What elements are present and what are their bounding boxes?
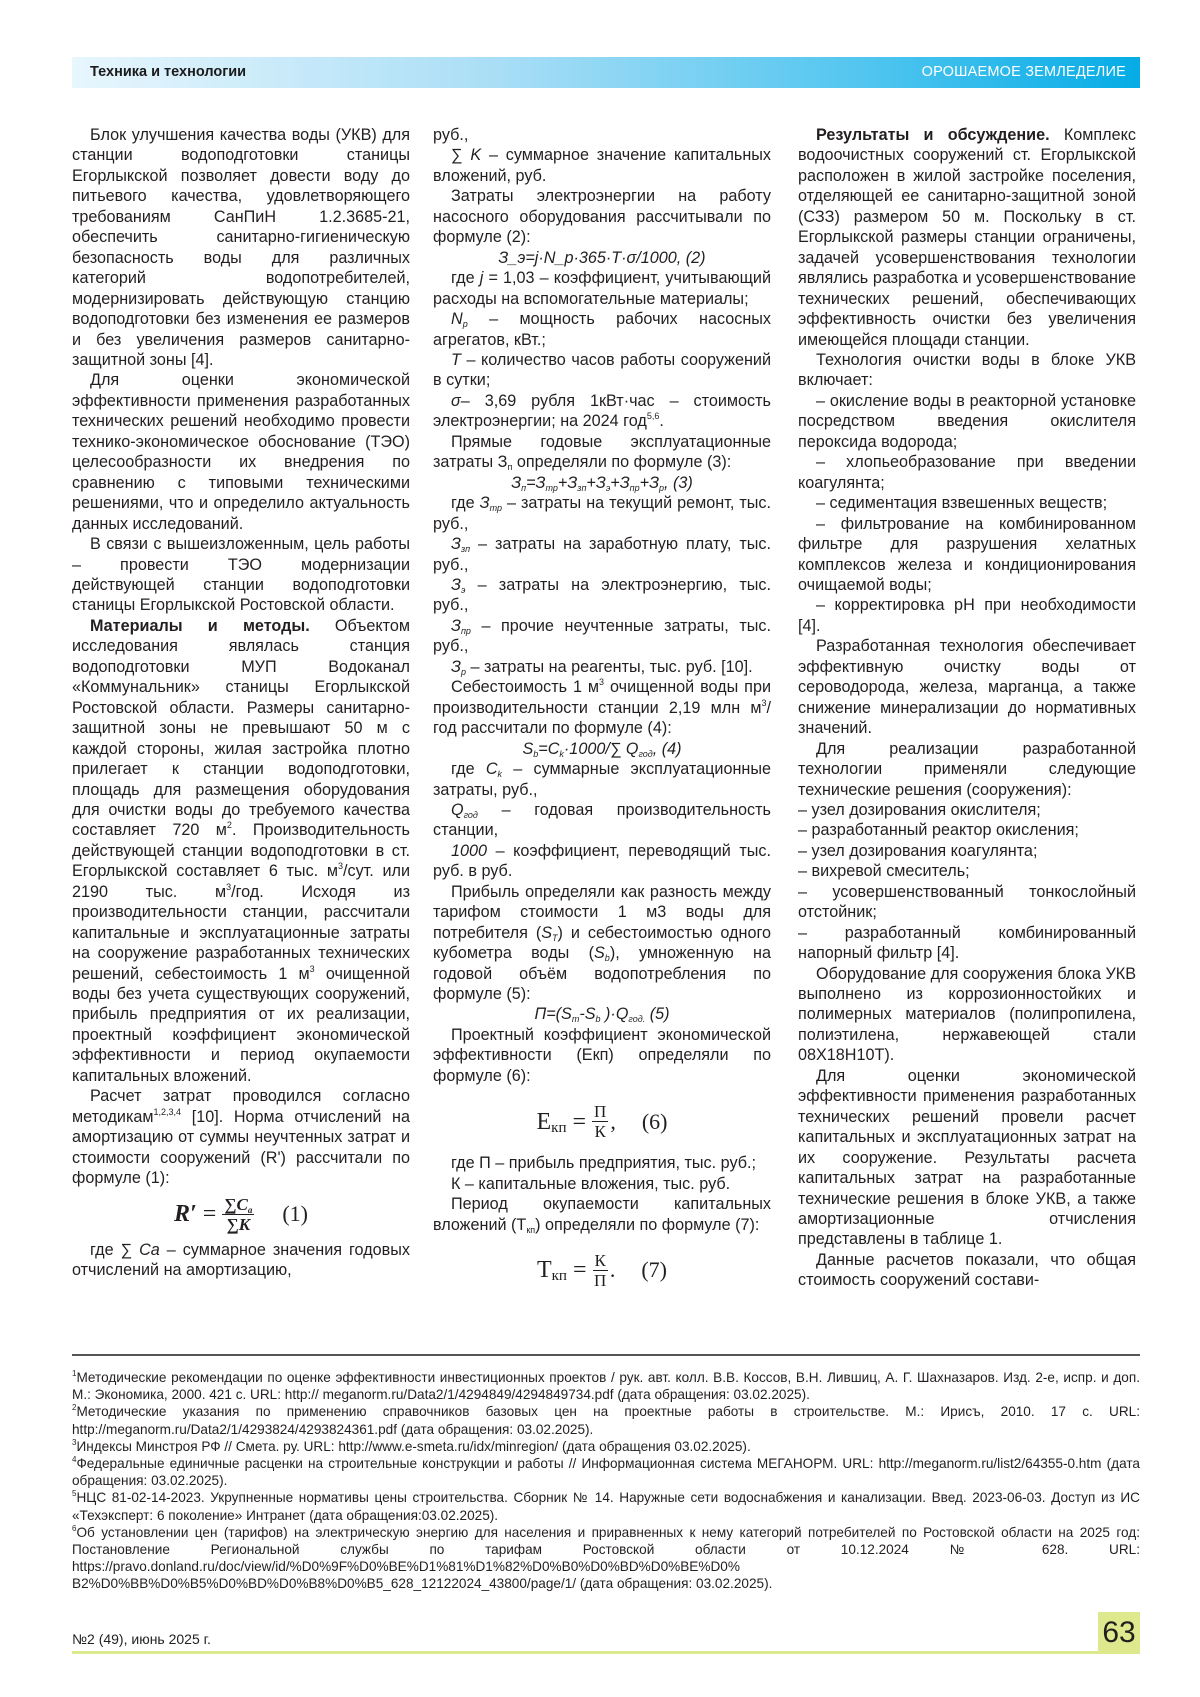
subscript: кп	[551, 1268, 567, 1285]
text-run: . Производительность действующей станции водоподготовки в ст. Егорлыкской составляет 6 тыс. м	[72, 821, 410, 881]
formula-punctuation: .	[609, 1257, 616, 1283]
text-run: Данные расчетов показали, что общая стоимость сооружений состави-	[798, 1250, 1136, 1290]
fraction	[222, 1195, 254, 1234]
footnote	[72, 1369, 1140, 1403]
paragraph	[433, 268, 771, 309]
text-run: – количество часов работы сооружений в сутки;	[433, 350, 771, 390]
paragraph	[433, 350, 771, 391]
text-run: Технология очистки воды в блоке УКВ включает:	[798, 350, 1136, 390]
footnote-divider	[72, 1354, 1140, 1356]
paragraph	[798, 514, 1136, 596]
footnote-text: НЦС 81-02-14-2023. Укрупненные нормативы цены строительства. Сборник № 14. Наружные сети водоснабжения и канализации. Введ. 2023-06-03. Доступ из ИС «Техэксперт: 6 поколение» Интранет (дата обращения:03.02.2025).	[72, 1490, 1140, 1523]
issue-info: №2 (49), июнь 2025 г.	[72, 1631, 211, 1647]
text-run: ), умноженную на годовой объём водопотребления по формуле (5):	[433, 944, 772, 1004]
text-run: очищенной воды без учета существующих сооружений, прибыль предприятия от их реализации, проектный коэффициент экономической эффективности и период окупаемости капитальных вложений.	[72, 964, 410, 1085]
superscript: 2	[226, 820, 232, 831]
text-run: =C	[538, 739, 560, 758]
page-number: 63	[1098, 1612, 1140, 1654]
text-run: К	[594, 1251, 606, 1271]
paragraph	[433, 493, 771, 534]
paragraph	[433, 657, 771, 677]
text-run: – годовая производительность станции,	[433, 800, 771, 840]
paragraph	[798, 452, 1136, 493]
subscript: э	[460, 584, 466, 595]
list-item	[798, 923, 1136, 964]
equals-sign: =	[572, 1108, 587, 1135]
text-run: З	[479, 494, 490, 513]
text-run: T	[451, 350, 461, 369]
text-run: Прибыль определяли как разность между тарифом стоимости 1 м3 воды для потребителя (	[433, 882, 771, 942]
text-run: – усовершенствованный тонкослойный отстойник;	[798, 882, 1136, 922]
numerator	[593, 1251, 608, 1271]
text-run: Период окупаемости капитальных вложений (Т	[433, 1195, 771, 1234]
text-run: N	[451, 310, 463, 329]
journal-title: ОРОШАЕМОЕ ЗЕМЛЕДЕЛИЕ	[921, 64, 1126, 80]
formula	[72, 1195, 410, 1234]
paragraph	[433, 309, 771, 350]
footnote-text: Методические указания по применению справочников базовых цен на проектные работы в строительстве. М.: Ирисъ, 2010. 17 с. URL: http://meganorm.ru/Data2/1/4293824/4293824361.pdf (дата обращения: 03.02.2025).	[72, 1404, 1140, 1437]
text-run: – коэффициент, переводящий тыс. руб. в руб.	[433, 841, 771, 881]
paragraph	[433, 1153, 771, 1173]
text-run: S	[593, 944, 605, 963]
formula	[433, 1251, 771, 1290]
text-run: Прямые годовые эксплуатационные затраты З	[433, 432, 771, 472]
formula-number: (1)	[282, 1200, 308, 1226]
list-item	[798, 882, 1136, 923]
footer-line	[72, 1651, 1098, 1654]
footnote-number: 4	[72, 1455, 77, 1465]
text-run: =З	[526, 473, 546, 492]
text-run: K	[238, 1214, 251, 1234]
paragraph	[798, 125, 1136, 350]
text-run: C	[236, 1194, 248, 1214]
list-item	[798, 820, 1136, 840]
paragraph	[433, 1174, 771, 1194]
text-run: , (4)	[652, 739, 682, 758]
paragraph	[72, 616, 410, 1086]
formula	[433, 1102, 771, 1141]
fraction	[592, 1102, 608, 1141]
paragraph	[433, 800, 771, 841]
text-run: З	[451, 657, 461, 676]
footnote-text: Методические рекомендации по оценке эффективности инвестиционных проектов / рук. авт. колл. В.В. Коссов, В.Н. Лившиц, А. Г. Шахназаров. Изд. 2-е, испр. и доп. М.: Экономика, 2000. 421 с. URL: http:// meganorm.ru/Data2/1/4294849/4294849734.pdf (дата обращения: 03.02.2025).	[72, 1370, 1140, 1403]
paragraph	[433, 882, 771, 1005]
paragraph	[798, 739, 1136, 800]
text-run: З	[511, 473, 522, 492]
column-right	[798, 125, 1136, 1291]
text-run: σ	[451, 391, 461, 410]
text-run: Материалы и методы.	[90, 616, 310, 635]
text-run: – узел дозирования коагулянта;	[798, 841, 1038, 860]
subscript: э	[605, 482, 611, 493]
subscript: m	[571, 1014, 580, 1025]
text-run: Блок улучшения качества воды (УКВ) для станции водоподготовки станицы Егорлыкской позволяет довести воду до питьевого качества, удовлетворяющего требованиям СанПиН 1.2.3685-21, обеспечить санитарно-гигиеническую безопасность воды для различных категорий водопотребителей, модернизировать действующую станцию водоподготовки без изменения ее размеров и без увеличения размеров санитарно-защитной зоны [4].	[72, 126, 410, 369]
subscript: пр	[460, 625, 471, 636]
text-run: K	[470, 146, 482, 165]
text-run: R′	[174, 1200, 197, 1227]
text-run: П	[594, 1102, 607, 1122]
text-run: – седиментация взвешенных веществ;	[816, 494, 1108, 513]
subscript: Т	[552, 932, 558, 943]
text-run: – окисление воды в реакторной установке посредством введения окислителя пероксида водорода;	[798, 391, 1136, 451]
paragraph	[798, 595, 1136, 636]
superscript: 3	[761, 697, 767, 708]
formula	[433, 1004, 771, 1024]
text-run: j	[479, 269, 484, 288]
text-run: К – капитальные вложения, тыс. руб.	[451, 1174, 731, 1193]
footnote	[72, 1403, 1140, 1437]
text-run: S	[522, 739, 534, 758]
paragraph	[72, 125, 410, 370]
text-run: – затраты на электроэнергию, тыс. руб.,	[433, 575, 771, 615]
subscript: р	[462, 319, 468, 330]
subscript: k	[559, 748, 564, 759]
paragraph	[72, 534, 410, 616]
formula-number: (6)	[641, 1108, 668, 1134]
formula-punctuation: ,	[610, 1108, 616, 1134]
text-run: Оборудование для сооружения блока УКВ выполнено из коррозионностойких и полимерных материалов (полипропилена, полиэтилена, нержавеющей стали 08Х18Н10Т).	[798, 964, 1136, 1065]
text-run: – вихревой смеситель;	[798, 862, 970, 881]
formula-lhs	[536, 1108, 567, 1136]
text-run: – мощность рабочих насосных агрегатов, кВт.;	[433, 310, 771, 349]
paragraph	[433, 534, 771, 575]
text-run: Комплекс водоочистных сооружений ст. Егорлыкской расположен в жилой застройке поселения, отделяющей ее санитарно-защитной зоной (СЗЗ) размером 50 м. Поскольку в ст. Егорлыкской размеры станции ограничены, задачей усовершенствования технологии являлись разработка и усовершенствование технических решений, обеспечивающих эффективность очистки без увеличения имеющейся площади станции.	[798, 126, 1136, 349]
text-run: ∑	[451, 146, 471, 165]
text-run: В связи с вышеизложенным, цель работы – провести ТЭО модернизации действующей станции водоподготовки станицы Егорлыкской Ростовской области.	[72, 535, 410, 615]
text-run: З	[451, 535, 461, 554]
text-run: – корректировка pH при необходимости [4].	[798, 596, 1136, 635]
text-run: Объектом исследования являлась станция водоподготовки МУП Водоканал «Коммунальник» станицы Егорлыкской Ростовской области. Размеры санитарно-защитной зоны не превышают 50 м с каждой стороны, жилая застройка плотно прилегает к станции водоподготовки, площадь для размещения оборудования для очистки воды до требуемого качества составляет 720 м	[72, 616, 410, 840]
text-run: ·1000/∑ Q	[563, 739, 639, 758]
paragraph	[72, 370, 410, 534]
text-run: +З	[610, 473, 630, 492]
paragraph	[433, 1025, 771, 1086]
text-run: [10]. Норма отчислений на амортизацию от суммы неучтенных затрат и стоимости сооружений (R') рассчитали по формуле (1):	[72, 1107, 410, 1188]
text-run: /год. Исходя из производительности станции, рассчитали капитальные и эксплуатационные затраты на сооружение разработанных технических решений, себестоимость 1 м	[72, 882, 411, 983]
text-run: К	[594, 1122, 606, 1142]
superscript: 1,2,3,4	[153, 1106, 182, 1117]
list-item	[798, 861, 1136, 881]
text-run: очищенной воды при производительности станции 2,19 млн м	[433, 678, 771, 717]
text-run: ) определяли по формуле (7):	[535, 1215, 760, 1234]
text-run: , (3)	[664, 473, 693, 492]
text-run: – затраты на текущий ремонт, тыс. руб.,	[433, 494, 771, 533]
subscript: кп	[551, 1119, 567, 1136]
column-middle	[433, 125, 771, 1302]
footnote-number: 2	[72, 1403, 77, 1413]
superscript: 3	[599, 677, 605, 688]
text-run: +З	[586, 473, 606, 492]
superscript: 3	[226, 881, 232, 892]
text-run: – прочие неучтенные затраты, тыс. руб.,	[433, 616, 771, 656]
text-run: – 3,69 рубля 1кВт·час – стоимость электроэнергии; на 2024 год	[433, 391, 771, 431]
column-left	[72, 125, 410, 1280]
text-run: Т	[536, 1257, 552, 1284]
paragraph	[433, 677, 771, 738]
subscript: р	[460, 666, 466, 677]
text-run: – суммарное значения годовых отчислений на амортизацию,	[72, 1240, 410, 1280]
text-run: П=(S	[534, 1005, 572, 1024]
subscript: k	[497, 769, 503, 780]
list-item	[798, 800, 1136, 820]
footnotes	[72, 1369, 1140, 1593]
running-header	[72, 57, 1140, 88]
footnote-number: 1	[72, 1369, 77, 1378]
text-run: – узел дозирования окислителя;	[798, 800, 1041, 819]
text-run: -S	[579, 1005, 596, 1024]
paragraph	[433, 1194, 771, 1235]
subscript: b	[533, 748, 539, 759]
text-run: – затраты на заработную плату, тыс. руб.,	[433, 535, 771, 574]
equals-sign: =	[572, 1257, 587, 1284]
list-item	[798, 841, 1136, 861]
superscript: 3	[337, 861, 343, 872]
formula	[433, 473, 771, 493]
footnote-text: Федеральные единичные расценки на строительные конструкции и работы // Информационная система МЕГАНОРМ. URL: http://meganorm.ru/list2/64355-0.htm (дата обращения: 03.02.2025).	[72, 1456, 1140, 1489]
paragraph	[433, 575, 771, 616]
text-run: Для оценки экономической эффективности применения разработанных технических решений необходимо провести технико-экономическое обоснование (ТЭО) целесообразности их внедрения по сравнению с типовыми техническими решениями, что и определило актуальность данных исследований.	[72, 371, 410, 533]
fraction	[593, 1251, 608, 1290]
footnote-text: Об установлении цен (тарифов) на электрическую энергию для населения и приравненных к нему категорий потребителей по Ростовской области на 2025 год: Постановление Региональной службы по тарифам Ростовской области от 10.12.2024 № 628. URL: https://pravo.donland.ru/doc/view/id/%D0%9F%D0%BE%D1%81%D1%82%D0%B0%D0%BD%D0%BE%D0% B2%D0%BB%D0%B5%D0%BD%D0%B8%D0%B5_628_12122024_43800/page/1/ (дата обращения: 03.02.2025).	[72, 1524, 1140, 1592]
formula	[433, 739, 771, 759]
paragraph	[798, 636, 1136, 738]
text-run: где	[451, 760, 486, 779]
text-run: где	[451, 269, 480, 288]
paragraph	[798, 1250, 1136, 1291]
subscript: тр	[545, 482, 558, 493]
paragraph	[433, 432, 771, 473]
text-run: Q	[451, 800, 464, 819]
text-run: +З	[639, 473, 659, 492]
text-run: .	[659, 412, 664, 431]
numerator	[592, 1102, 608, 1122]
subscript: зп	[577, 482, 587, 493]
subscript: год	[463, 809, 478, 820]
subscript: п	[521, 482, 527, 493]
text-run: – фильтрование на комбинированном фильтре для разрушения хелатных комплексов железа и кондиционирования очищаемой воды;	[798, 514, 1136, 594]
numerator	[222, 1195, 254, 1215]
superscript: 3	[309, 963, 315, 974]
subscript: р	[659, 482, 665, 493]
text-run: 1000	[451, 841, 488, 860]
text-run: Результаты и обсуждение.	[816, 126, 1050, 144]
formula-number: (7)	[641, 1257, 668, 1283]
text-run: – разработанный реактор окисления;	[798, 821, 1079, 840]
subscript: год	[638, 748, 653, 759]
text-run: определяли по формуле (3):	[512, 453, 732, 472]
text-run: ) и себестоимостью одного кубометра воды (	[433, 923, 771, 963]
text-run: +З	[557, 473, 578, 492]
text-run: C	[485, 760, 498, 779]
text-run: Затраты электроэнергии на работу насосного оборудования рассчитывали по формуле (2):	[433, 187, 771, 247]
footnote	[72, 1524, 1140, 1593]
text-run: S	[541, 923, 553, 942]
section-title: Техника и технологии	[90, 64, 247, 80]
denominator	[595, 1122, 606, 1141]
text-run: где ∑	[90, 1240, 140, 1259]
denominator	[227, 1215, 250, 1234]
text-run: Себестоимость 1 м	[451, 678, 600, 697]
paragraph	[433, 759, 771, 800]
subscript: пр	[629, 482, 640, 493]
subscript: b	[604, 953, 610, 964]
formula-lhs	[536, 1257, 567, 1285]
text-run: )·Q	[600, 1005, 629, 1024]
subscript: b	[595, 1014, 601, 1025]
formula	[433, 248, 771, 268]
text-run: ∑	[226, 1214, 239, 1234]
denominator	[594, 1271, 606, 1290]
formula-lhs	[174, 1200, 197, 1227]
text-run: Для реализации разработанной технологии применяли следующие технические решения (сооружения):	[798, 739, 1136, 799]
paragraph	[72, 1086, 410, 1188]
paragraph	[433, 391, 771, 432]
subscript: кп	[526, 1224, 536, 1235]
subscript: зп	[460, 544, 471, 555]
text-run: руб.,	[433, 126, 469, 144]
text-run: ∑	[224, 1194, 237, 1214]
footnote	[72, 1455, 1140, 1489]
text-run: Ca	[139, 1240, 160, 1259]
footnote-text: Индексы Минстроя РФ // Смета. ру. URL: http://www.e-smeta.ru/idx/minregion/ (дата обращения 03.02.2025).	[76, 1438, 751, 1454]
text-run: (5)	[645, 1005, 670, 1024]
text-run: где П – прибыль предприятия, тыс. руб.;	[451, 1154, 757, 1173]
equals-sign: =	[202, 1200, 217, 1227]
text-run: – хлопьеобразование при введении коагулянта;	[798, 453, 1136, 492]
text-run: Е	[536, 1108, 552, 1135]
footnote	[72, 1489, 1140, 1523]
text-run: – суммарное значение капитальных вложений, руб.	[433, 146, 771, 185]
paragraph	[433, 616, 771, 657]
superscript: 5,6	[646, 411, 660, 422]
subscript: п	[507, 462, 513, 473]
text-run: где	[451, 494, 480, 513]
footnote	[72, 1438, 1140, 1455]
text-run: Проектный коэффициент экономической эффективности (Екп) определяли по формуле (6):	[433, 1025, 771, 1085]
text-run: = 1,03 – коэффициент, учитывающий расходы на вспомогательные материалы;	[433, 269, 771, 308]
text-run: Для оценки экономической эффективности применения разработанных технических решений провели расчет капитальных и эксплуатационных затрат на их сооружение. Результаты расчета капитальных затрат на разработанные технические решения в блоке УКВ, а также амортизационные отчисления представлены в таблице 1.	[798, 1066, 1136, 1249]
text-run: /сут. или 2190 тыс. м	[72, 862, 410, 901]
text-run: – суммарные эксплуатационные затраты, руб.,	[433, 760, 771, 799]
text-run: – затраты на реагенты, тыс. руб. [10].	[465, 657, 753, 676]
text-run: /год рассчитали по формуле (4):	[433, 698, 771, 738]
paragraph	[798, 493, 1136, 513]
paragraph	[72, 1240, 410, 1281]
paragraph	[798, 1066, 1136, 1250]
footnote-number: 3	[72, 1437, 77, 1447]
paragraph	[798, 964, 1136, 1066]
text-run: Разработанная технология обеспечивает эффективную очистку воды от сероводорода, железа, марганца, а также снижение минерализации до нормативных значений.	[798, 637, 1136, 738]
paragraph	[798, 350, 1136, 391]
paragraph	[433, 125, 771, 145]
footnote-number: 5	[72, 1489, 77, 1499]
paragraph	[433, 841, 771, 882]
text-run: З	[451, 616, 461, 635]
subscript: год.	[628, 1014, 646, 1025]
subscript: тр	[489, 503, 502, 514]
paragraph	[798, 391, 1136, 452]
paragraph	[433, 186, 771, 247]
text-run: П	[594, 1271, 607, 1291]
footnote-number: 6	[72, 1523, 77, 1533]
text-run: – разработанный комбинированный напорный фильтр [4].	[798, 923, 1136, 963]
subscript: a	[247, 1204, 253, 1215]
paragraph	[433, 145, 771, 186]
text-run: З_э=j·N_p·365·T·σ/1000, (2)	[498, 248, 706, 267]
text-run: З	[451, 575, 461, 594]
text-run: Расчет затрат проводился согласно методикам	[72, 1087, 410, 1126]
